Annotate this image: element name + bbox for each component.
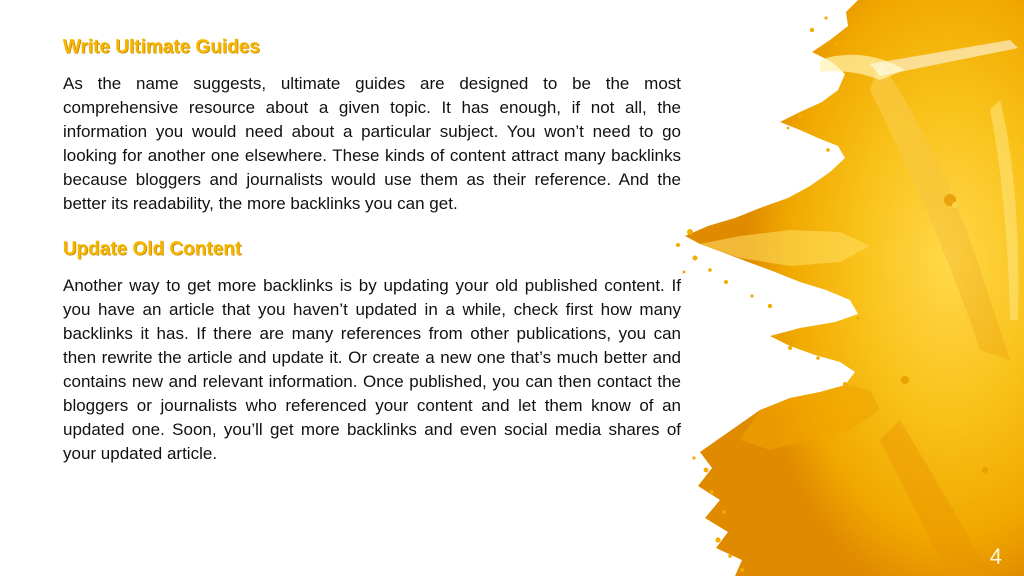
section-heading-update-old-content: Update Old Content — [63, 239, 242, 260]
page-number: 4 — [989, 544, 1002, 569]
section-body-update-old-content: Another way to get more backlinks is by updating your old published content. If you have an article that you haven’t updated in a while, check first how many backlinks it has. If there are many references from other publications, you can then rewrite the article and update it. Or create a new one that’s much better and contains new and relevant information. Once published, you can then contact the bloggers or journalists who referenced your content and let them know of an updated one. Soon, you’ll get more backlinks and even social media shares of your updated article. — [63, 276, 681, 463]
main-content — [63, 34, 681, 466]
section-heading-ultimate-guides: Write Ultimate Guides — [63, 37, 261, 58]
section-body-ultimate-guides: As the name suggests, ultimate guides are designed to be the most comprehensive resource about a given topic. It has enough, if not all, the information you would need about a particular subject. You won’t need to go looking for another one elsewhere. These kinds of content attract many backlinks because bloggers and journalists would use them as their reference. And the better its readability, the more backlinks you can get. — [63, 74, 681, 213]
